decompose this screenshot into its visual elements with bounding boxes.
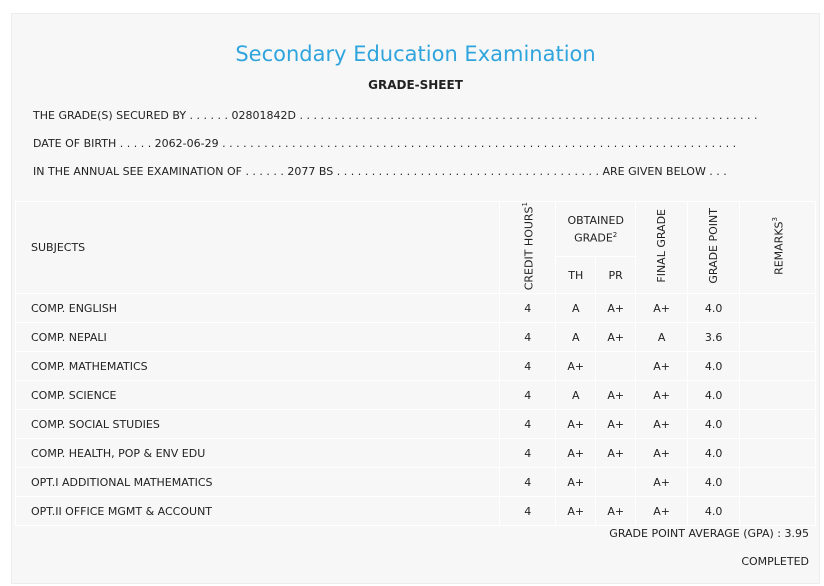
grade-point-cell: 4.0 bbox=[688, 468, 740, 497]
table-row bbox=[16, 497, 816, 526]
pr-grade-cell: A+ bbox=[596, 439, 636, 468]
th-grade-cell: A+ bbox=[556, 352, 596, 381]
obtained-grade-sup: 2 bbox=[612, 230, 618, 239]
credit-hours-cell: 4 bbox=[500, 497, 556, 526]
final-grade-header bbox=[636, 202, 688, 294]
dob-text: DATE OF BIRTH . . . . . 2062-06-29 . . . . . . . . . . . . . . . . . . . . . . . . . . . . . . . . . . . . . . . . . . . . . . . . . . . . . . . . . . . . . . . . . . . . . . . . . . bbox=[33, 137, 737, 150]
th-grade-cell: A bbox=[556, 381, 596, 410]
subject-cell: COMP. HEALTH, POP & ENV EDU bbox=[16, 439, 500, 468]
pr-grade-cell: A+ bbox=[596, 323, 636, 352]
th-grade-cell: A bbox=[556, 294, 596, 323]
final-grade-cell: A+ bbox=[636, 410, 688, 439]
th-grade-cell: A+ bbox=[556, 468, 596, 497]
grades-table bbox=[15, 201, 816, 526]
credit-hours-sup: 1 bbox=[521, 202, 530, 207]
final-grade-cell: A+ bbox=[636, 497, 688, 526]
remarks-cell bbox=[740, 439, 816, 468]
secured-by-line bbox=[33, 109, 758, 122]
obtained-grade-header bbox=[556, 202, 636, 257]
subject-cell: COMP. MATHEMATICS bbox=[16, 352, 500, 381]
pr-grade-cell: A+ bbox=[596, 497, 636, 526]
th-grade-cell: A+ bbox=[556, 497, 596, 526]
pr-header: PR bbox=[596, 257, 636, 294]
grade-point-cell: 4.0 bbox=[688, 497, 740, 526]
remarks-cell bbox=[740, 497, 816, 526]
table-row bbox=[16, 410, 816, 439]
final-grade-cell: A+ bbox=[636, 294, 688, 323]
table-row bbox=[16, 468, 816, 497]
remarks-cell bbox=[740, 352, 816, 381]
pr-grade-cell: A+ bbox=[596, 381, 636, 410]
secured-by-text: THE GRADE(S) SECURED BY . . . . . . 02801842D . . . . . . . . . . . . . . . . . . . . . . . . . . . . . . . . . . . . . . . . . . . . . . . . . . . . . . . . . . . . . . . . . . bbox=[33, 109, 758, 122]
remarks-label: REMARKS bbox=[772, 221, 786, 276]
grade-rows bbox=[16, 294, 816, 526]
exam-line bbox=[33, 165, 727, 178]
grade-point-cell: 4.0 bbox=[688, 352, 740, 381]
pr-grade-cell: A+ bbox=[596, 410, 636, 439]
th-grade-cell: A bbox=[556, 323, 596, 352]
credit-hours-header bbox=[500, 202, 556, 294]
table-row bbox=[16, 323, 816, 352]
credit-hours-cell: 4 bbox=[500, 323, 556, 352]
credit-hours-cell: 4 bbox=[500, 468, 556, 497]
final-grade-cell: A+ bbox=[636, 439, 688, 468]
subject-cell: OPT.I ADDITIONAL MATHEMATICS bbox=[16, 468, 500, 497]
final-grade-cell: A+ bbox=[636, 468, 688, 497]
table-row bbox=[16, 439, 816, 468]
final-grade-label: FINAL GRADE bbox=[654, 209, 668, 283]
exam-text: IN THE ANNUAL SEE EXAMINATION OF . . . . . . 2077 BS . . . . . . . . . . . . . . . . . . . . . . . . . . . . . . . . . . . . . . ARE GIVEN BELOW . . . bbox=[33, 165, 727, 178]
final-grade-cell: A+ bbox=[636, 381, 688, 410]
subject-cell: COMP. SCIENCE bbox=[16, 381, 500, 410]
pr-grade-cell: A+ bbox=[596, 294, 636, 323]
pr-grade-cell bbox=[596, 352, 636, 381]
grade-point-cell: 4.0 bbox=[688, 381, 740, 410]
completion-status: COMPLETED bbox=[741, 555, 809, 568]
table-row bbox=[16, 381, 816, 410]
gpa-summary: GRADE POINT AVERAGE (GPA) : 3.95 bbox=[609, 527, 809, 540]
remarks-header bbox=[740, 202, 816, 294]
remarks-cell bbox=[740, 323, 816, 352]
table-row bbox=[16, 352, 816, 381]
remarks-cell bbox=[740, 468, 816, 497]
credit-hours-cell: 4 bbox=[500, 381, 556, 410]
subject-cell: OPT.II OFFICE MGMT & ACCOUNT bbox=[16, 497, 500, 526]
subject-cell: COMP. SOCIAL STUDIES bbox=[16, 410, 500, 439]
pr-grade-cell bbox=[596, 468, 636, 497]
remarks-sup: 3 bbox=[771, 217, 780, 222]
subject-cell: COMP. NEPALI bbox=[16, 323, 500, 352]
subject-cell: COMP. ENGLISH bbox=[16, 294, 500, 323]
remarks-cell bbox=[740, 381, 816, 410]
grade-point-label: GRADE POINT bbox=[706, 208, 720, 284]
table-header bbox=[16, 202, 816, 294]
grade-point-header bbox=[688, 202, 740, 294]
subjects-header: SUBJECTS bbox=[16, 202, 500, 294]
grade-sheet bbox=[11, 13, 820, 584]
grade-sheet-heading: GRADE-SHEET bbox=[368, 78, 463, 92]
grade-point-cell: 4.0 bbox=[688, 439, 740, 468]
page-title: Secondary Education Examination bbox=[235, 42, 596, 66]
grade-point-cell: 4.0 bbox=[688, 410, 740, 439]
grade-point-cell: 3.6 bbox=[688, 323, 740, 352]
credit-hours-label: CREDIT HOURS bbox=[523, 206, 537, 291]
credit-hours-cell: 4 bbox=[500, 410, 556, 439]
remarks-cell bbox=[740, 410, 816, 439]
credit-hours-cell: 4 bbox=[500, 439, 556, 468]
th-grade-cell: A+ bbox=[556, 439, 596, 468]
th-header: TH bbox=[556, 257, 596, 294]
credit-hours-cell: 4 bbox=[500, 294, 556, 323]
remarks-cell bbox=[740, 294, 816, 323]
th-grade-cell: A+ bbox=[556, 410, 596, 439]
obtained-grade-label: OBTAINED GRADE bbox=[567, 213, 624, 245]
final-grade-cell: A bbox=[636, 323, 688, 352]
credit-hours-cell: 4 bbox=[500, 352, 556, 381]
table-row bbox=[16, 294, 816, 323]
grade-point-cell: 4.0 bbox=[688, 294, 740, 323]
dob-line bbox=[33, 137, 736, 150]
final-grade-cell: A+ bbox=[636, 352, 688, 381]
